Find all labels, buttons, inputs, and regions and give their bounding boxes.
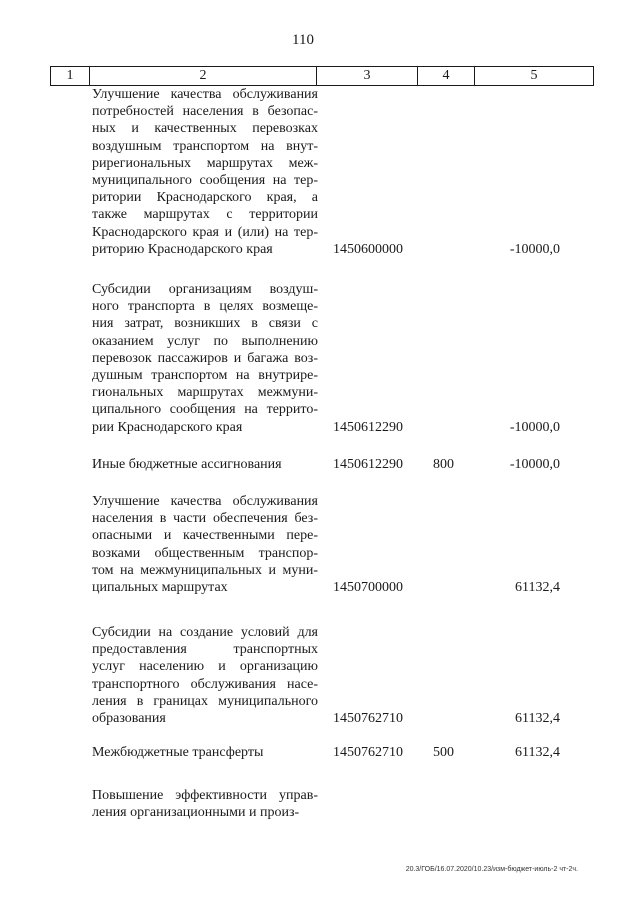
row-target-code: 1450762710 [333, 711, 403, 726]
row-name-line: муниципального сообщения на тер- [92, 173, 318, 189]
column-header-1: 1 [51, 67, 90, 86]
row-target-code: 1450600000 [333, 241, 403, 257]
row-amount: 61132,4 [515, 580, 560, 595]
row-name-line: оказанием услуг по выполнению [92, 333, 318, 349]
row-name-line: Субсидии на создание условий для [92, 625, 318, 640]
row-name [92, 281, 318, 436]
row-name-line: Повышение эффективности управ- [92, 788, 318, 803]
row-amount: -10000,0 [509, 419, 560, 435]
row-name-line: Иные бюджетные ассигнования [92, 457, 282, 472]
row-name-line: потребностей населения в безопас- [92, 104, 318, 120]
row-name [92, 456, 318, 473]
row-name-line: ления в границах муниципального [92, 693, 318, 709]
row-name-line: ного транспорта в целях возмеще- [92, 299, 318, 315]
column-header-4: 4 [418, 67, 475, 86]
row-name-line: ципальных маршрутах [92, 580, 228, 596]
row-name [92, 744, 318, 761]
row-expense-type: 800 [433, 457, 454, 472]
row-target-code: 1450612290 [333, 457, 403, 472]
row-name-line: ных и качественных перевозках [92, 121, 318, 137]
row-name-line: Улучшение качества обслуживания [92, 494, 318, 509]
row-expense-type: 500 [433, 745, 454, 760]
page-number: 110 [292, 32, 314, 48]
row-name-line: том на межмуниципальных и муни- [92, 562, 318, 578]
row-name-line: рии Краснодарского края [92, 419, 243, 435]
row-amount: 61132,4 [515, 711, 560, 726]
row-name-line: Субсидии организациям воздуш- [92, 282, 318, 297]
row-name-line: населения в части обеспечения без- [92, 511, 318, 527]
row-amount: -10000,0 [509, 457, 560, 472]
row-name-line: ния затрат, возникших в связи с [92, 316, 318, 332]
row-name-line: перевозок пассажиров и багажа воз- [92, 350, 318, 366]
row-name-line: образования [92, 711, 166, 727]
row-name-line: услуг населению и организацию [92, 659, 318, 675]
row-name-line: ритории Краснодарского края, а [92, 190, 318, 206]
row-amount: 61132,4 [515, 745, 560, 760]
row-name-line: Межбюджетные трансферты [92, 745, 264, 760]
row-name-line: Краснодарского края и (или) на тер- [92, 224, 318, 240]
row-amount: -10000,0 [509, 241, 560, 257]
column-header-5: 5 [475, 67, 594, 86]
row-name [92, 787, 318, 821]
row-target-code: 1450700000 [333, 580, 403, 595]
row-target-code: 1450612290 [333, 419, 403, 435]
row-name [92, 624, 318, 727]
column-header-2: 2 [90, 67, 317, 86]
row-target-code: 1450762710 [333, 745, 403, 760]
row-name-line: возками общественным транспор- [92, 545, 318, 561]
row-name-line: ления организационными и произ- [92, 805, 300, 821]
row-name-line: воздушным транспортом на внут- [92, 138, 318, 154]
row-name-line: гиональных маршрутах межмуни- [92, 385, 318, 401]
row-name-line: Улучшение качества обслуживания [92, 87, 318, 102]
column-header-table [50, 66, 594, 86]
row-name-line: опасными и качественными пере- [92, 528, 318, 544]
row-name-line: транспортного обслуживания насе- [92, 676, 318, 692]
row-name-line: ципального сообщения на террито- [92, 402, 318, 418]
row-name [92, 86, 318, 258]
row-name-line: душным транспортом на внутрире- [92, 368, 318, 384]
row-name-line: также маршрутах с территории [92, 207, 318, 223]
row-name-line: предоставления транспортных [92, 642, 318, 658]
row-name [92, 493, 318, 596]
row-name-line: риторию Краснодарского края [92, 241, 273, 257]
column-header-3: 3 [317, 67, 418, 86]
row-name-line: рирегиональных маршрутах меж- [92, 155, 318, 171]
footer-file-id: 20.3/ГОБ/16.07.2020/10.23/изм-бюджет-июль-2 чт-2ч. [405, 866, 578, 873]
